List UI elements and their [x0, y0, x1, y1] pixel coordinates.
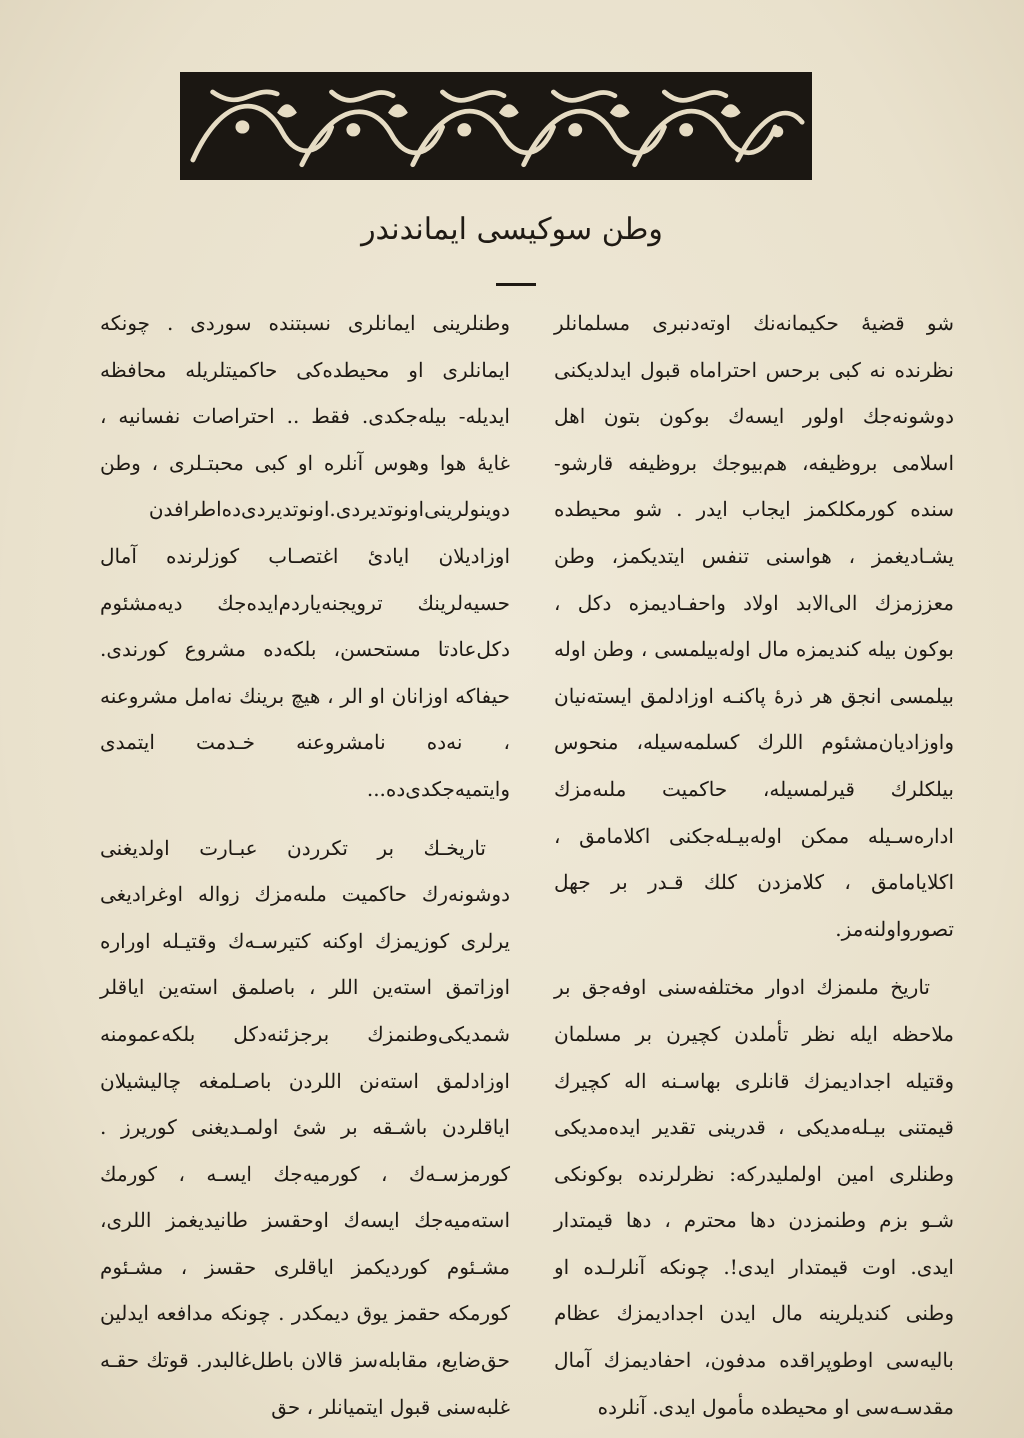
paragraph: تاريخ ملىمزك ادوار مختلفه‌سنى اوفه‌جق بر ملاحظه ايله نظر تأملدن كچيرن بر مسلمان وقتيله اجداديمزك قانلرى بهاسـنه اله كچيرك قيمتنى بيـله‌مديكى ، قدرينى تقدير ايده‌مديكى وطنلرى امين اولمليدركه: نظرلرنده بوكونكى شـو بزم وطنمزدن دها محترم ، دها قيمتدار ايدى. اوت قيمتدار ايدى!. چونكه آنلرلـده او وطنى كنديلرينه مال ايدن اجداديمزك عظام باليه‌سى اوطوپراقده مدفون، احفاديمزك آمال مقدسـه‌سى او محيطده مأمول ايدى. آنلرده — [554, 975, 954, 1419]
paragraph: وطنلرينى ايمانلرى نسبتنده سوردى . چونكه ايمانلرى او محيطده‌كى حاكميتلريله محافظه ايديله- بيله‌جكدى. فقط .. احتراصات نفسانيه ، غايۀ هوا وهوس آنلره او كبى محبتـلرى ، وطن دوينولرينى‌اونوتديردى.اونوتديردى‌ده‌اطرافدن اوزاديلان ايادئ اغتصـاب كوزلرنده آمال حسيه‌لرينك ترويجنه‌ياردم‌ايده‌جك ديه‌مشئوم دكل‌عادتا مستحسن، بلكه‌ده مشروع كورندى. حيفاكه اوزانان او الر ، هيچ برينك نه‌امل مشروعنه ، نه‌ده نامشروعنه خـدمت ايتمدى وايتميه‌جكدى‌ده... — [100, 311, 510, 801]
paragraph: تاريخـك بر تكرردن عبـارت اولديغنى دوشونه‌رك حاكميت ملىه‌مزك زواله اوغراديغى يرلرى كوزيمزك اوكنه كتيرسـه‌ك وقتيـله اوراره اوزاتمق استه‌ين اللر ، باصلمق استه‌ين اياقلر شمديكى‌وطنمزك برجزئنه‌دكل بلكه‌عمومنه اوزادلمق استه‌نن اللردن باصـلمغه چاليشيلان اياقلردن باشـقه بر شئ اولمـديغنى كوريرز . كورمزسـه‌ك ، كورميه‌جك ايسـه ، كورمك استه‌ميه‌جك ايسه‌ك اوحقسز طانيديغمز اللرى، مشـئوم كورديكمز اياقلرى حقسز ، مشـئوم كورمكه حقمز يوق ديمكدر . چونكه مدافعه ايدلين حق‌ضايع، مقابله‌سز قالان باطل‌غالبدر. قوتك حقـه غلبه‌سنى قبول ايتميانلر ، حق — [100, 835, 510, 1419]
text-column-right — [554, 300, 954, 1430]
article-title: وطن سوكيسى ايماندندر — [361, 212, 663, 247]
title-rule — [496, 283, 536, 286]
text-column-left — [100, 300, 510, 1430]
paragraph: شو قضيۀ حكيمانه‌نك اوته‌دنبرى مسلمانلر نظرنده نه كبى برحس احتراماه قبول ايدلديكنى دوشونه‌جك اولور ايسه‌ك بوكون بتون اهل اسلامى بروظيفه، هم‌بيوجك بروظيفه قارشو- سنده كورمكلكمز ايجاب ايدر . شو محيطده يشـاديغمز ، هواسنى تنفس ايتديكمز، وطن معززمزك الى‌الابد اولاد واحفـاديمزه دكل ، بوكون بيله كنديمزه مال اوله‌بيلمسى ، وطن اوله بيلمسى انجق هر ذرۀ پاكنـه اوزادلمق ايسته‌نيان واوزاديان‌مشئوم اللرك كسلمه‌سيله، منحوس بيلكلرك قيرلمسيله، حاكميت ملىه‌مزك اداره‌سـيله ممكن اوله‌بيـله‌جكنى اكلامامق ، اكلايامامق ، كلامزدن كلك قـدر بر جهل تصورواولنه‌مز. — [554, 311, 954, 941]
page-margin-mark — [930, 112, 944, 172]
arabesque-floral-band-icon — [180, 72, 812, 180]
